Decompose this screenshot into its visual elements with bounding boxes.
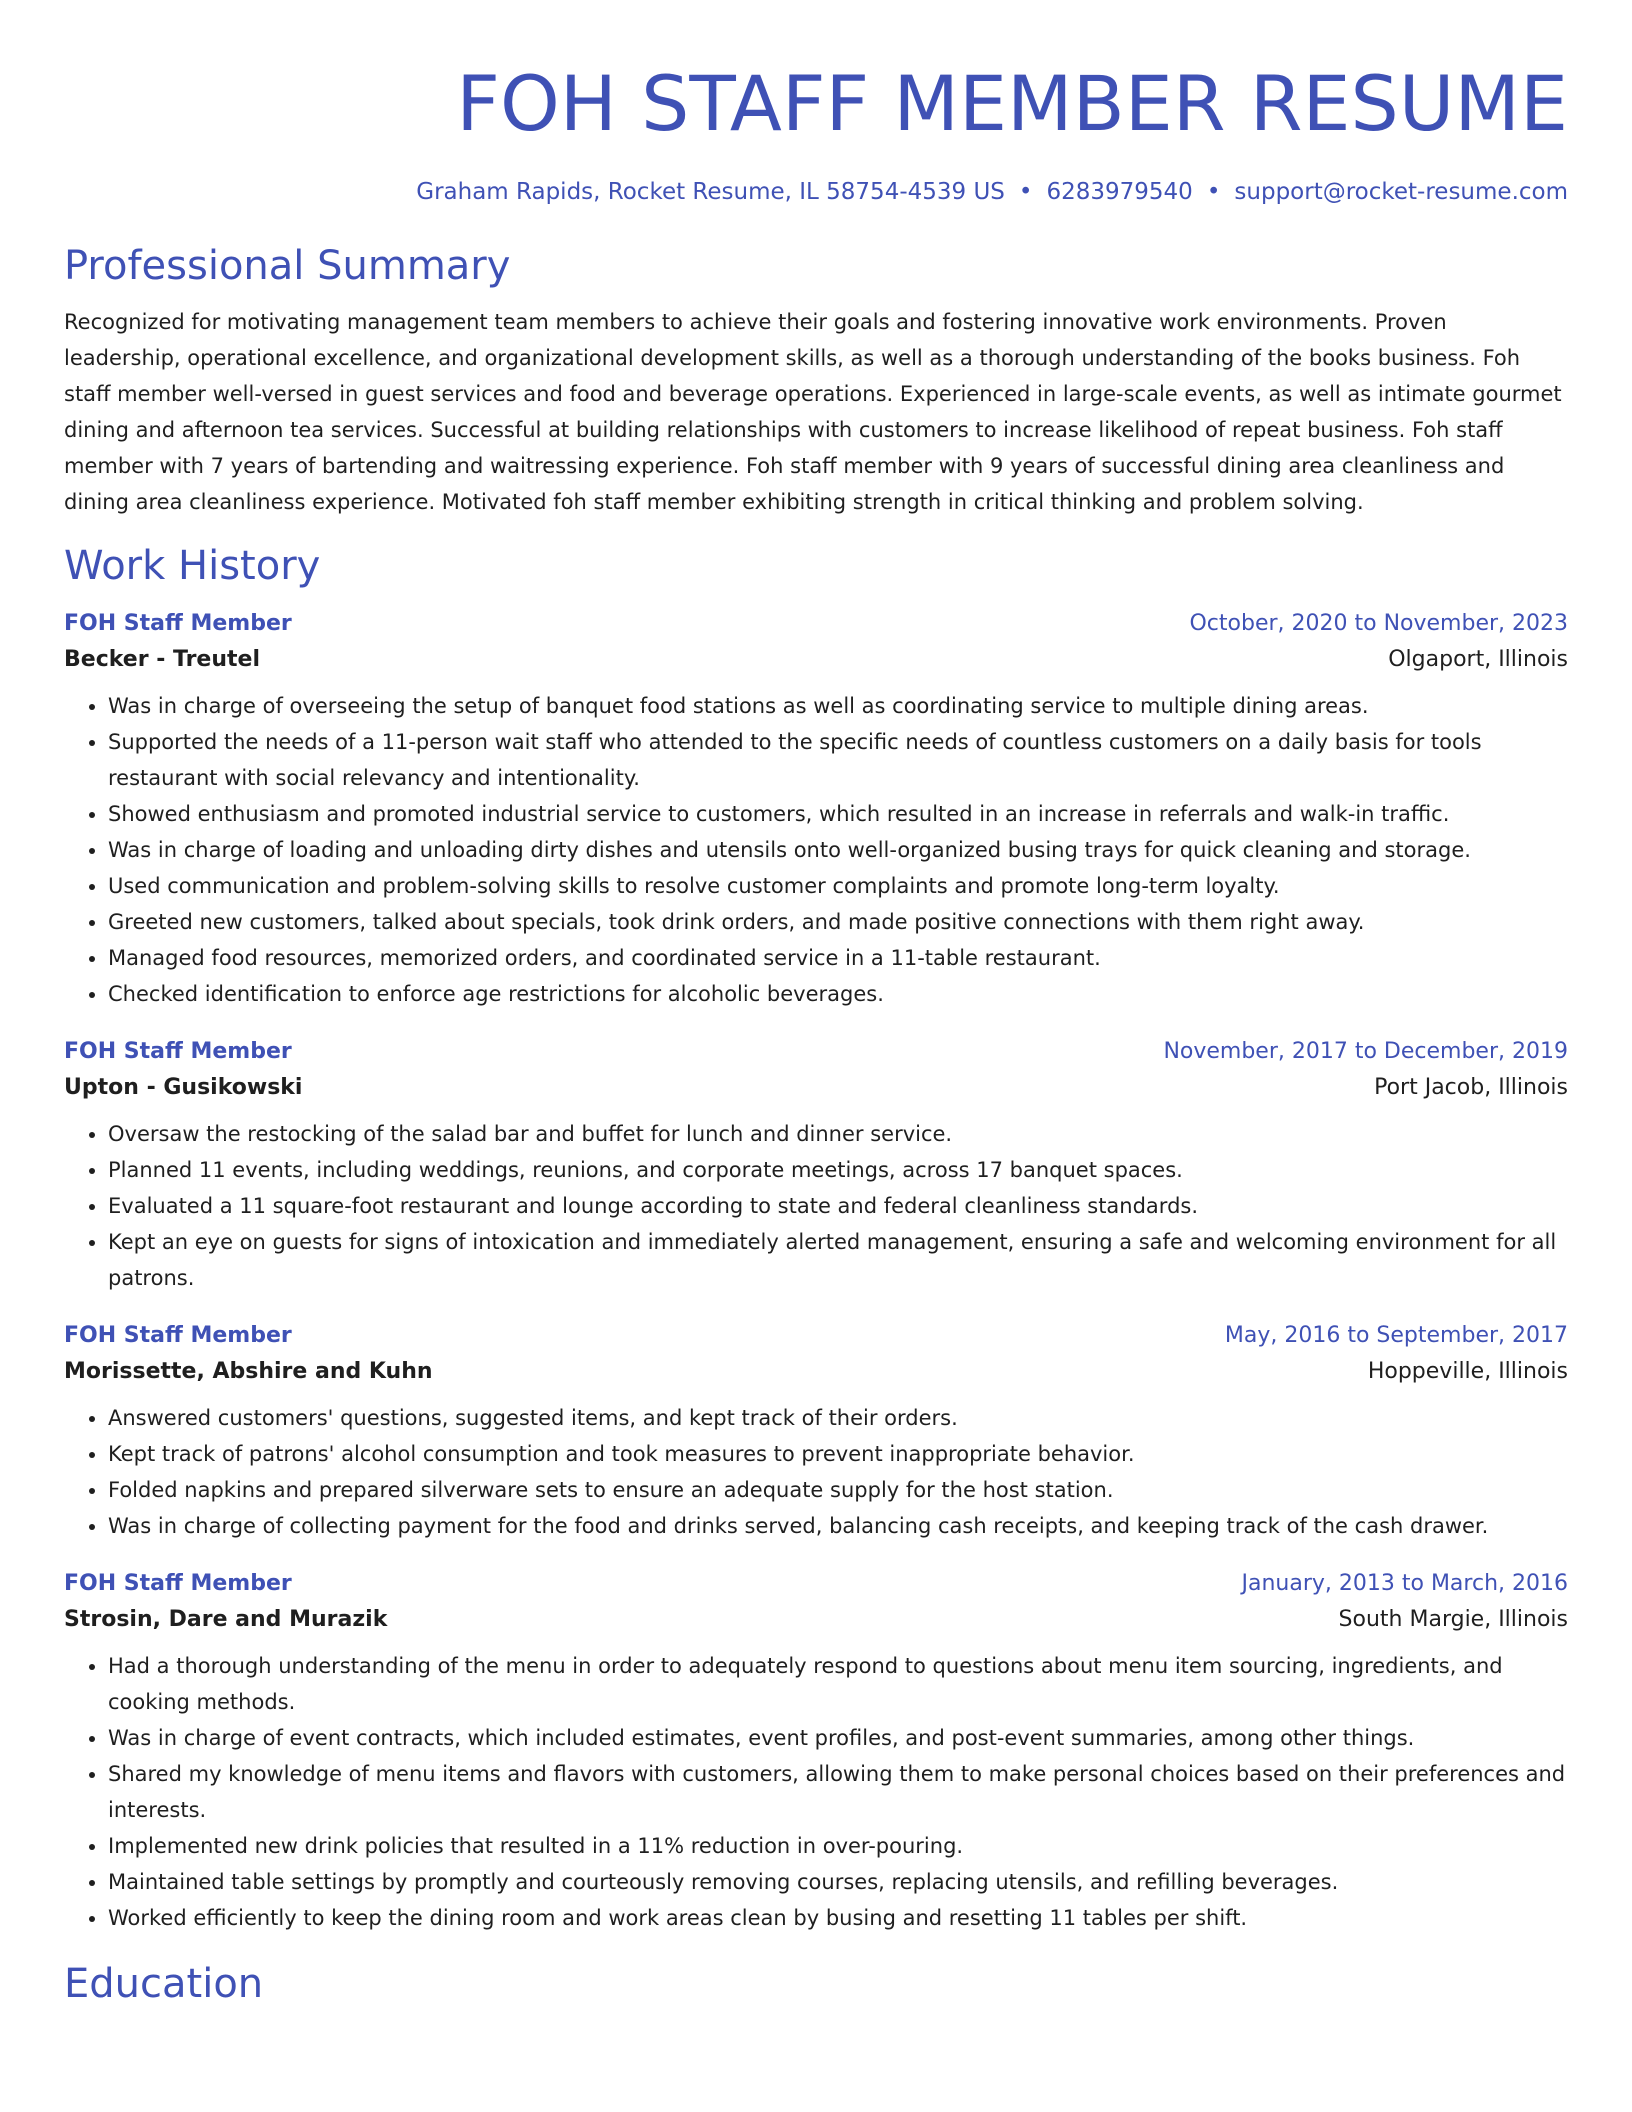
job-title-row [64,1318,1568,1354]
job-bullet: • Shared my knowledge of menu items and flavors with customers, allowing them to make personal choices based on their preferences and interests. [108,1756,1568,1828]
job-location: South Margie, Illinois [1338,1607,1568,1632]
contact-email: support@rocket-resume.com [1234,179,1568,205]
job-bullet: • Kept an eye on guests for signs of intoxication and immediately alerted management, ensuring a safe and welcoming environment for all patrons. [108,1224,1568,1296]
job-bullet: • Was in charge of collecting payment for the food and drinks served, balancing cash receipts, and keeping track of the cash drawer. [108,1508,1568,1544]
job-title: FOH Staff Member [64,1039,292,1064]
job-dates: January, 2013 to March, 2016 [1241,1571,1568,1596]
job-company-row [64,1070,1568,1106]
job-bullets [64,1648,1568,1936]
job-company: Morissette, Abshire and Kuhn [64,1359,433,1384]
job-bullet: • Maintained table settings by promptly and courteously removing courses, replacing utensils, and refilling beverages. [108,1864,1568,1900]
job-bullets [64,688,1568,1012]
job-bullet: • Had a thorough understanding of the menu in order to adequately respond to questions about menu item sourcing, ingredients, and cooking methods. [108,1648,1568,1720]
job-bullets [64,1116,1568,1296]
job-company: Becker - Treutel [64,647,260,672]
job-company-row [64,642,1568,678]
job-title: FOH Staff Member [64,1571,292,1596]
job-bullet: • Was in charge of overseeing the setup of banquet food stations as well as coordinating service to multiple dining areas. [108,688,1568,724]
job-bullet: • Oversaw the restocking of the salad bar and buffet for lunch and dinner service. [108,1116,1568,1152]
job-dates: November, 2017 to December, 2019 [1163,1039,1568,1064]
resume-title: FOH STAFF MEMBER RESUME [456,59,1568,148]
job-bullet: • Planned 11 events, including weddings, reunions, and corporate meetings, across 17 banquet spaces. [108,1152,1568,1188]
contact-line [64,176,1568,208]
job-location: Hoppeville, Illinois [1367,1359,1568,1384]
job-bullet: • Was in charge of loading and unloading dirty dishes and utensils onto well-organized busing trays for quick cleaning and storage. [108,832,1568,868]
job-entry [64,606,1568,1012]
contact-address: Graham Rapids, Rocket Resume, IL 58754-4539 US [416,179,1005,205]
job-bullet: • Used communication and problem-solving skills to resolve customer complaints and promote long-term loyalty. [108,868,1568,904]
job-company: Strosin, Dare and Murazik [64,1607,388,1632]
job-bullet: • Evaluated a 11 square-foot restaurant and lounge according to state and federal cleanliness standards. [108,1188,1568,1224]
job-bullet: • Managed food resources, memorized orders, and coordinated service in a 11-table restaurant. [108,940,1568,976]
job-bullet: • Showed enthusiasm and promoted industrial service to customers, which resulted in an increase in referrals and walk-in traffic. [108,796,1568,832]
work-history-heading: Work History [64,543,321,589]
contact-separator: • [1018,179,1033,205]
job-bullets [64,1400,1568,1544]
job-title-row [64,1566,1568,1602]
job-entry [64,1034,1568,1296]
job-title-row [64,1034,1568,1070]
job-location: Olgaport, Illinois [1388,647,1568,672]
job-company: Upton - Gusikowski [64,1075,303,1100]
contact-phone: 6283979540 [1046,179,1193,205]
job-bullet: • Folded napkins and prepared silverware sets to ensure an adequate supply for the host station. [108,1472,1568,1508]
job-bullet: • Kept track of patrons' alcohol consumption and took measures to prevent inappropriate behavior. [108,1436,1568,1472]
job-entry [64,1318,1568,1544]
summary-heading: Professional Summary [64,243,511,289]
education-heading: Education [64,1961,264,2007]
summary-text: Recognized for motivating management team members to achieve their goals and fostering innovative work environments. Proven leadership, operational excellence, and organizational development skills, as well as a thorough understanding of the books business. Foh staff member well-versed in guest services and food and beverage operations. Experienced in large-scale events, as well as intimate gourmet dining and afternoon tea services. Successful at building relationships with customers to increase likelihood of repeat business. Foh staff member with 7 years of bartending and waitressing experience. Foh staff member with 9 years of successful dining area cleanliness and dining area cleanliness experience. Motivated foh staff member exhibiting strength in critical thinking and problem solving. [64,310,1562,514]
job-company-row [64,1354,1568,1390]
job-company-row [64,1602,1568,1638]
job-bullet: • Supported the needs of a 11-person wait staff who attended to the specific needs of countless customers on a daily basis for tools restaurant with social relevancy and intentionality. [108,724,1568,796]
job-title: FOH Staff Member [64,611,292,636]
job-entry [64,1566,1568,1936]
job-bullet: • Greeted new customers, talked about specials, took drink orders, and made positive connections with them right away. [108,904,1568,940]
job-dates: May, 2016 to September, 2017 [1224,1323,1568,1348]
job-bullet: • Checked identification to enforce age restrictions for alcoholic beverages. [108,976,1568,1012]
resume-header [64,56,1568,208]
job-bullet: • Was in charge of event contracts, which included estimates, event profiles, and post-event summaries, among other things. [108,1720,1568,1756]
job-bullet: • Implemented new drink policies that resulted in a 11% reduction in over-pouring. [108,1828,1568,1864]
job-dates: October, 2020 to November, 2023 [1189,611,1568,636]
job-bullet: • Worked efficiently to keep the dining room and work areas clean by busing and resetting 11 tables per shift. [108,1900,1568,1936]
contact-separator: • [1206,179,1221,205]
job-bullet: • Answered customers' questions, suggested items, and kept track of their orders. [108,1400,1568,1436]
job-list [64,606,1568,1936]
job-title-row [64,606,1568,642]
job-title: FOH Staff Member [64,1323,292,1348]
job-location: Port Jacob, Illinois [1374,1075,1568,1100]
